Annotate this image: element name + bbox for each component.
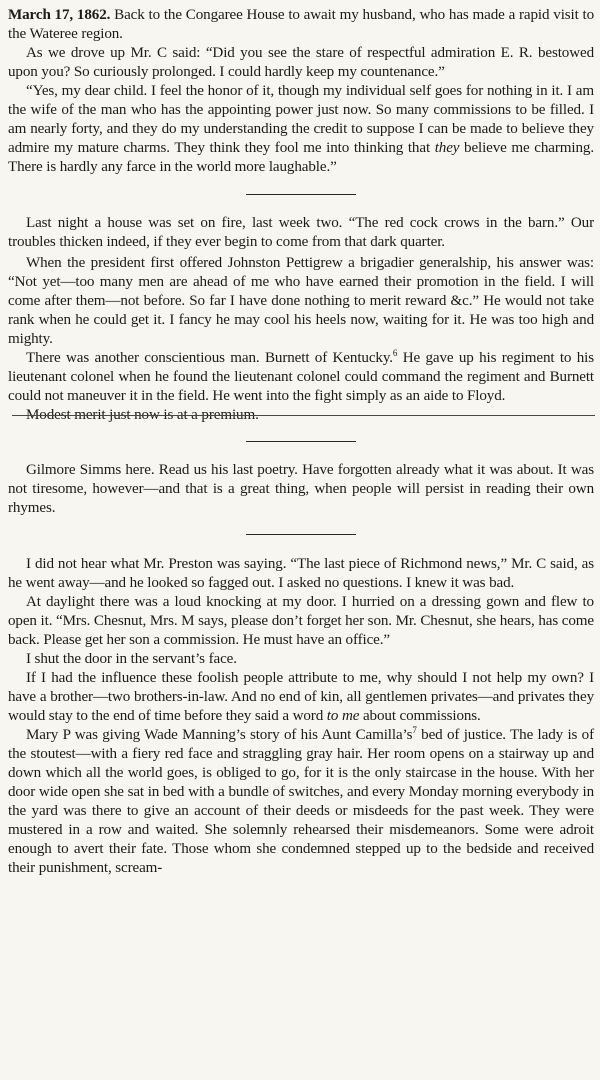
section-1 — [8, 6, 594, 177]
section-divider — [246, 194, 356, 195]
underline-mark — [12, 415, 595, 416]
entry-date: March 17, 1862. — [8, 7, 111, 23]
footnote-marker: 6 — [392, 347, 398, 358]
paragraph: I shut the door in the servant’s face. — [26, 651, 237, 667]
paragraph: Mary P was giving Wade Manning’s story of his Aunt $Camilla’s^7$ bed of justice. The lady is of the stoutest—with a fiery red face and straggling gray hair. Her room opens on a stairway up and down which all the world goes, is obliged to go, for it is the only staircase in the house. With her door wide open she sat in bed with a bundle of switches, and every Monday morning everybody in the yard was there to give an account of their deeds or misdeeds for the past week. They were mustered in a row and waited. She solemnly rehearsed their misdemeanors. Some were adroit enough to avert their fate. Those whom she condemned stepped up to the bedside and received their punishment, scream- — [8, 724, 594, 876]
footnote-marker: 7 — [412, 724, 417, 735]
paragraph: I did not hear what Mr. Preston was saying. “The last piece of Richmond news,” Mr. C said, as he went away—and he looked so fagged out. I asked no questions. I knew it was bad. — [8, 556, 594, 591]
paragraph: Last night a house was set on fire, last week two. “The red cock crows in the barn.” Our troubles thicken indeed, if they ever begin to come from that dark quarter. — [8, 215, 594, 250]
paragraph: There was another conscientious man. Burnett of Kentucky.$^6$ He gave up his regiment to his lieutenant colonel when he found the lieutenant colonel could command the regiment and Burnett could not maneuver it in the field. He went into the fight simply as an aide to Floyd. — [8, 347, 594, 404]
paragraph: If I had the influence these foolish people attribute to me, why should I not help my own? I have a brother—two brothers-in-law. And no end of kin, all gentlemen privates—and privates they would stay to the end of time before they said a word to me about commissions. — [8, 670, 594, 724]
section-divider — [246, 534, 356, 535]
paragraph: At daylight there was a loud knocking at my door. I hurried on a dressing gown and flew to open it. “Mrs. Chesnut, Mrs. M says, please don’t forget her son. Mr. Chesnut, she hears, has come back. Please get her son a commission. He must have an office.” — [8, 594, 594, 648]
section-divider — [246, 441, 356, 442]
paragraph: When the president first offered Johnston Pettigrew a brigadier generalship, his answer was: “Not yet—too many men are ahead of me who have earned their promotion in the field. I will come after them—not before. So far I have done nothing to merit reward &c.” He would not take rank when he could get it. I fancy he may cool his heels now, waiting for it. He was too high and mighty. — [8, 255, 594, 347]
paragraph: Modest merit just now is at a premium. — [26, 407, 259, 423]
section-4 — [8, 555, 594, 878]
section-3 — [8, 461, 594, 518]
paragraph: “Yes, my dear child. I feel the honor of it, though my individual self goes for nothing in it. I am the wife of the man who has the appointing power just now. So many commissions to be filled. I am nearly forty, and they do my understanding the credit to suppose I can be made to believe they admire my mature charms. They think they fool me into thinking that they believe me charming. There is hardly any farce in the world more laughable.” — [8, 83, 594, 175]
paragraph: Gilmore Simms here. Read us his last poetry. Have forgotten already what it was about. It was not tiresome, however—and that is a great thing, when people will persist in reading their own rhymes. — [8, 462, 594, 516]
paragraph: As we drove up Mr. C said: “Did you see the stare of respectful admiration E. R. bestowed upon you? So curiously prolonged. I could hardly keep my countenance.” — [8, 45, 594, 80]
paragraph: March 17, 1862. Back to the Congaree House to await my husband, who has made a rapid visit to the Wateree region. — [8, 7, 595, 42]
section-2 — [8, 214, 594, 425]
